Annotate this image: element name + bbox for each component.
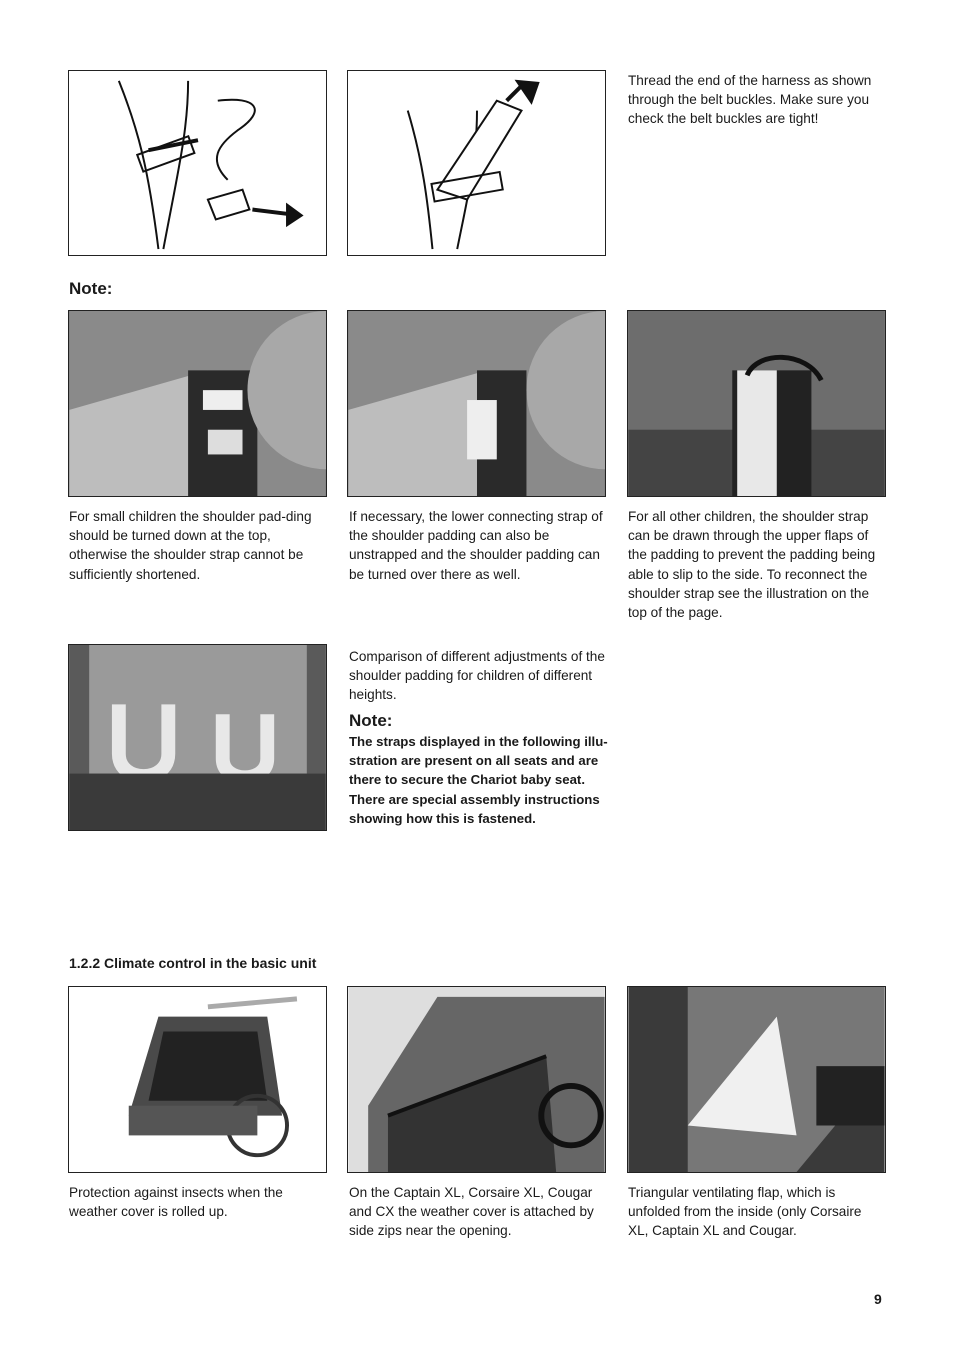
note-heading: Note: (69, 279, 113, 298)
harness-threading-illustration-2 (347, 70, 606, 256)
baby-seat-straps-note: The straps displayed in the following illu-stration are present on all seats and are there to secure the Chariot baby seat. There are special assembly instructions showing how this is fastened. (349, 734, 608, 826)
weather-cover-caption: On the Captain XL, Corsaire XL, Cougar and CX the weather cover is attached by side zips near the opening. (349, 1185, 594, 1239)
padding-comparison-caption: Comparison of different adjustments of the shoulder padding for children of different heights. (349, 649, 605, 703)
page-number: 9 (874, 1291, 882, 1307)
shoulder-padding-caption-1: For small children the shoulder pad-ding should be turned down at the top, otherwise the shoulder strap cannot be sufficiently shortened. (69, 509, 312, 582)
weather-cover-zip-photo (347, 986, 606, 1173)
ventilating-flap-caption: Triangular ventilating flap, which is unfolded from the inside (only Corsaire XL, Captain XL and Cougar. (628, 1185, 862, 1239)
shoulder-padding-photo-1 (68, 310, 327, 497)
ventilating-flap-photo (627, 986, 886, 1173)
note-heading-2: Note: (349, 711, 393, 730)
trailer-insect-screen-photo (68, 986, 327, 1173)
padding-comparison-photo (68, 644, 327, 831)
section-heading: 1.2.2 Climate control in the basic unit (69, 955, 317, 971)
shoulder-padding-photo-2 (347, 310, 606, 497)
shoulder-padding-caption-3: For all other children, the shoulder strap can be drawn through the upper flaps of the padding to prevent the padding being able to slip to the side. To reconnect the shoulder strap see the illustration on the top of the page. (628, 509, 876, 621)
insect-screen-caption: Protection against insects when the weather cover is rolled up. (69, 1185, 283, 1220)
harness-threading-caption: Thread the end of the harness as shown through the belt buckles. Make sure you check the belt buckles are tight! (628, 73, 872, 127)
shoulder-padding-caption-2: If necessary, the lower connecting strap of the shoulder padding can also be unstrapped and the shoulder padding can be turned over there as well. (349, 509, 603, 582)
shoulder-padding-photo-3 (627, 310, 886, 497)
harness-threading-illustration-1 (68, 70, 327, 256)
